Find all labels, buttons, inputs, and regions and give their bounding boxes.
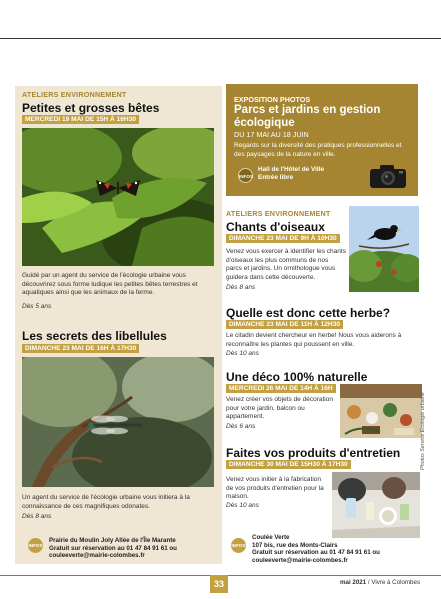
- workshop-age-birds: Dès 8 ans: [226, 284, 256, 291]
- butterfly-photo: [22, 128, 214, 266]
- expo-title: Parcs et jardins en gestion écologique: [234, 104, 381, 129]
- expo-date: DU 17 MAI AU 18 JUIN: [234, 130, 309, 139]
- footer-issue: [340, 579, 420, 586]
- workshop-title-dragonflies: Les secrets des libellules: [22, 329, 167, 343]
- left-category-label: ATELIERS ENVIRONNEMENT: [22, 90, 127, 99]
- right-info-booking: Gratuit sur réservation au 01 47 84 91 61 ou couleeverte@mairie-colombes.fr: [252, 549, 380, 564]
- deco-workshop-photo: [340, 384, 422, 438]
- expo-category-label: EXPOSITION PHOTOS: [234, 95, 311, 104]
- workshop-date-dragonflies: DIMANCHE 23 MAI DE 16H À 17H30: [22, 344, 139, 353]
- workshop-age-deco: Dès 6 ans: [226, 423, 256, 430]
- workshop-text-herbs: Le citadin devient chercheur en herbe! Nous vous aiderons à reconnaître les plantes qui poussent en ville.: [226, 332, 402, 348]
- workshop-date-herbs: DIMANCHE 23 MAI DE 11H À 12H30: [226, 320, 343, 329]
- workshop-age-cleaning: Dès 10 ans: [226, 502, 259, 509]
- workshop-title-herbs: Quelle est donc cette herbe?: [226, 306, 391, 320]
- blackbird-photo: [349, 206, 419, 292]
- right-category-label: ATELIERS ENVIRONNEMENT: [226, 209, 331, 218]
- info-icon: INFOS: [231, 538, 246, 553]
- dragonfly-photo: [22, 357, 214, 487]
- workshop-text-insects: Guidé par un agent du service de l'écologie urbaine vous découvrirez sous forme ludique les petites bêtes terrestres et aquatiques ainsi que les animaux de la ferme.: [22, 272, 198, 297]
- footer-issue-date: mai 2021: [340, 579, 367, 586]
- left-info-place: Prairie du Moulin Joly Allée de l'Île Marante: [49, 537, 176, 544]
- left-info-block: [49, 537, 215, 560]
- footer-magazine-name: / Vivre à Colombes: [366, 579, 421, 586]
- workshop-text-cleaning: Venez vous initier à la fabrication de vos produits d'entretien pour la maison.: [226, 476, 324, 501]
- workshop-text-birds: Venez vous exercer à identifier les chants d'oiseaux les plus communs de nos parcs et jardins. Un ornithologue vous guidera dans cette découverte.: [226, 248, 346, 281]
- info-icon: INFOS: [28, 538, 43, 553]
- right-info-block: [252, 534, 422, 564]
- left-info-booking: Gratuit sur réservation au 01 47 84 91 61 ou couleeverte@mairie-colombes.fr: [49, 544, 177, 560]
- info-icon: INFOS: [238, 168, 253, 183]
- right-info-place: Coulée Verte: [252, 534, 290, 541]
- workshop-title-birds: Chants d'oiseaux: [226, 220, 325, 234]
- workshop-date-birds: DIMANCHE 23 MAI DE 9H À 10H30: [226, 234, 340, 243]
- exhibition-box: [226, 84, 418, 196]
- expo-description: Regards sur la diversité des pratiques professionnelles et des paysages de la nature en ville.: [234, 142, 402, 158]
- workshop-age-dragonflies: Dès 8 ans: [22, 513, 52, 520]
- header-rule: [0, 38, 441, 39]
- workshop-title-deco: Une déco 100% naturelle: [226, 370, 368, 384]
- workshop-title-cleaning: Faites vos produits d'entretien: [226, 446, 401, 460]
- right-info-address: 107 bis, rue des Monts-Clairs: [252, 541, 338, 549]
- workshop-title-insects: Petites et grosses bêtes: [22, 101, 160, 115]
- expo-place: [258, 166, 324, 182]
- workshop-age-insects: Dès 5 ans: [22, 303, 52, 310]
- cleaning-products-photo: [332, 472, 420, 538]
- workshop-date-insects: MERCREDI 19 MAI DE 15H À 16H30: [22, 115, 139, 124]
- expo-place-line2: Entrée libre: [258, 174, 294, 181]
- workshop-date-deco: MERCREDI 26 MAI DE 14H À 16H: [226, 384, 336, 393]
- camera-icon: [368, 163, 408, 189]
- workshop-age-herbs: Dès 10 ans: [226, 350, 259, 357]
- workshop-date-cleaning: DIMANCHE 30 MAI DE 15H30 À 17H30: [226, 460, 351, 469]
- page-number: 33: [210, 575, 228, 593]
- expo-place-line1: Hall de l'Hôtel de Ville: [258, 166, 325, 173]
- photo-credit: Photos Service Écologie urbaine: [420, 392, 426, 470]
- workshop-text-deco: Venez créer vos objets de décoration pour votre jardin, balcon ou appartement.: [226, 396, 333, 421]
- workshop-text-dragonflies: Un agent du service de l'écologie urbaine vous initiera à la connaissance de ces magnifiques odonates.: [22, 494, 190, 510]
